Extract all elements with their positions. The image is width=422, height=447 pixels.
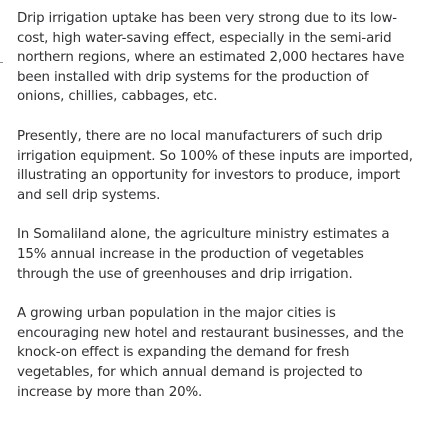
paragraph-somaliland-production: In Somaliland alone, the agriculture ministry estimates a 15% annual increase in the production of vegetables through the use of greenhouses and drip irrigation. [17, 227, 390, 282]
paragraph-no-local-manufacturers: Presently, there are no local manufacturers of such drip irrigation equipment. So 100% of these inputs are imported, illustrating an opportunity for investors to produce, import and sell drip systems. [17, 128, 413, 203]
document-body [17, 9, 415, 402]
paragraph-urban-demand: A growing urban population in the major cities is encouraging new hotel and restaurant businesses, and the knock-on effect is expanding the demand for fresh vegetables, for which annual demand is projected to increase by more than 20%. [17, 306, 404, 400]
paragraph-drip-irrigation-uptake: Drip irrigation uptake has been very strong due to its low-cost, high water-saving effect, especially in the semi-arid northern regions, where an estimated 2,000 hectares have been installed with drip systems for the production of onions, chillies, cabbages, etc. [17, 11, 405, 105]
page-edge-mark [0, 62, 3, 63]
